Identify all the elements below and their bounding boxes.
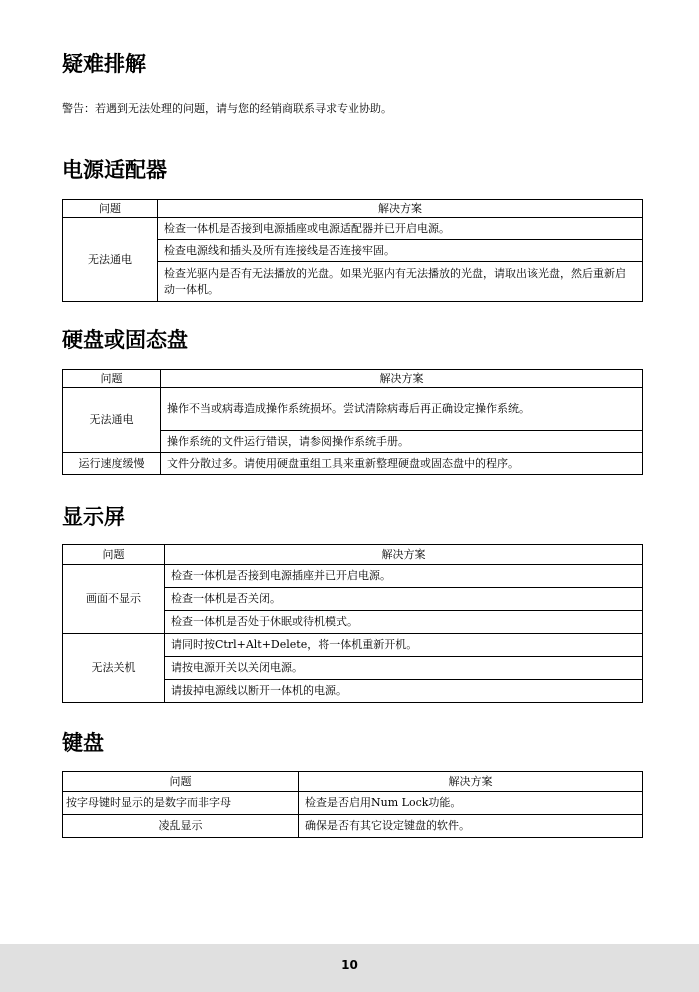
solution-cell: 检查光驱内是否有无法播放的光盘。如果光驱内有无法播放的光盘，请取出该光盘，然后重新启动一体机。 <box>158 262 643 302</box>
table-header-row <box>63 370 643 388</box>
problem-cell: 运行速度缓慢 <box>63 453 161 475</box>
column-header-problem: 问题 <box>63 545 165 565</box>
power-adapter-table <box>62 199 643 302</box>
page-number: 10 <box>341 958 358 972</box>
solution-cell: 检查一体机是否关闭。 <box>165 588 643 611</box>
table-row <box>63 565 643 588</box>
solution-cell: 确保是否有其它设定键盘的软件。 <box>299 815 643 838</box>
solution-cell: 请拔掉电源线以断开一体机的电源。 <box>165 680 643 703</box>
problem-cell: 无法关机 <box>63 634 165 703</box>
solution-cell: 操作不当或病毒造成操作系统损坏。尝试清除病毒后再正确设定操作系统。 <box>161 388 643 431</box>
problem-cell: 无法通电 <box>63 388 161 453</box>
page-title: 疑难排解 <box>62 52 146 76</box>
column-header-solution: 解决方案 <box>161 370 643 388</box>
page-footer <box>0 944 699 992</box>
section-heading-storage: 硬盘或固态盘 <box>62 328 188 352</box>
problem-cell: 画面不显示 <box>63 565 165 634</box>
problem-cell: 凌乱显示 <box>63 815 299 838</box>
solution-cell: 检查一体机是否处于休眠或待机模式。 <box>165 611 643 634</box>
section-heading-keyboard: 键盘 <box>62 731 104 755</box>
table-row <box>63 453 643 475</box>
table-header-row <box>63 545 643 565</box>
solution-cell: 文件分散过多。请使用硬盘重组工具来重新整理硬盘或固态盘中的程序。 <box>161 453 643 475</box>
table-row <box>63 792 643 815</box>
problem-cell: 无法通电 <box>63 218 158 302</box>
problem-cell: 按字母键时显示的是数字而非字母 <box>63 792 299 815</box>
solution-cell: 检查电源线和插头及所有连接线是否连接牢固。 <box>158 240 643 262</box>
solution-cell: 检查是否启用Num Lock功能。 <box>299 792 643 815</box>
column-header-solution: 解决方案 <box>299 772 643 792</box>
table-row <box>63 815 643 838</box>
keyboard-table <box>62 771 643 838</box>
table-row <box>63 388 643 431</box>
section-heading-power-adapter: 电源适配器 <box>62 158 167 182</box>
display-table <box>62 544 643 703</box>
column-header-solution: 解决方案 <box>165 545 643 565</box>
solution-cell: 请按电源开关以关闭电源。 <box>165 657 643 680</box>
table-row <box>63 218 643 240</box>
column-header-problem: 问题 <box>63 772 299 792</box>
solution-cell: 检查一体机是否接到电源插座或电源适配器并已开启电源。 <box>158 218 643 240</box>
table-row <box>63 634 643 657</box>
table-header-row <box>63 772 643 792</box>
column-header-problem: 问题 <box>63 200 158 218</box>
section-heading-display: 显示屏 <box>62 505 125 529</box>
storage-table <box>62 369 643 475</box>
table-header-row <box>63 200 643 218</box>
warning-text: 警告：若遇到无法处理的问题，请与您的经销商联系寻求专业协助。 <box>62 102 392 115</box>
column-header-solution: 解决方案 <box>158 200 643 218</box>
solution-cell: 检查一体机是否接到电源插座并已开启电源。 <box>165 565 643 588</box>
solution-cell: 操作系统的文件运行错误，请参阅操作系统手册。 <box>161 431 643 453</box>
column-header-problem: 问题 <box>63 370 161 388</box>
solution-cell: 请同时按Ctrl+Alt+Delete，将一体机重新开机。 <box>165 634 643 657</box>
